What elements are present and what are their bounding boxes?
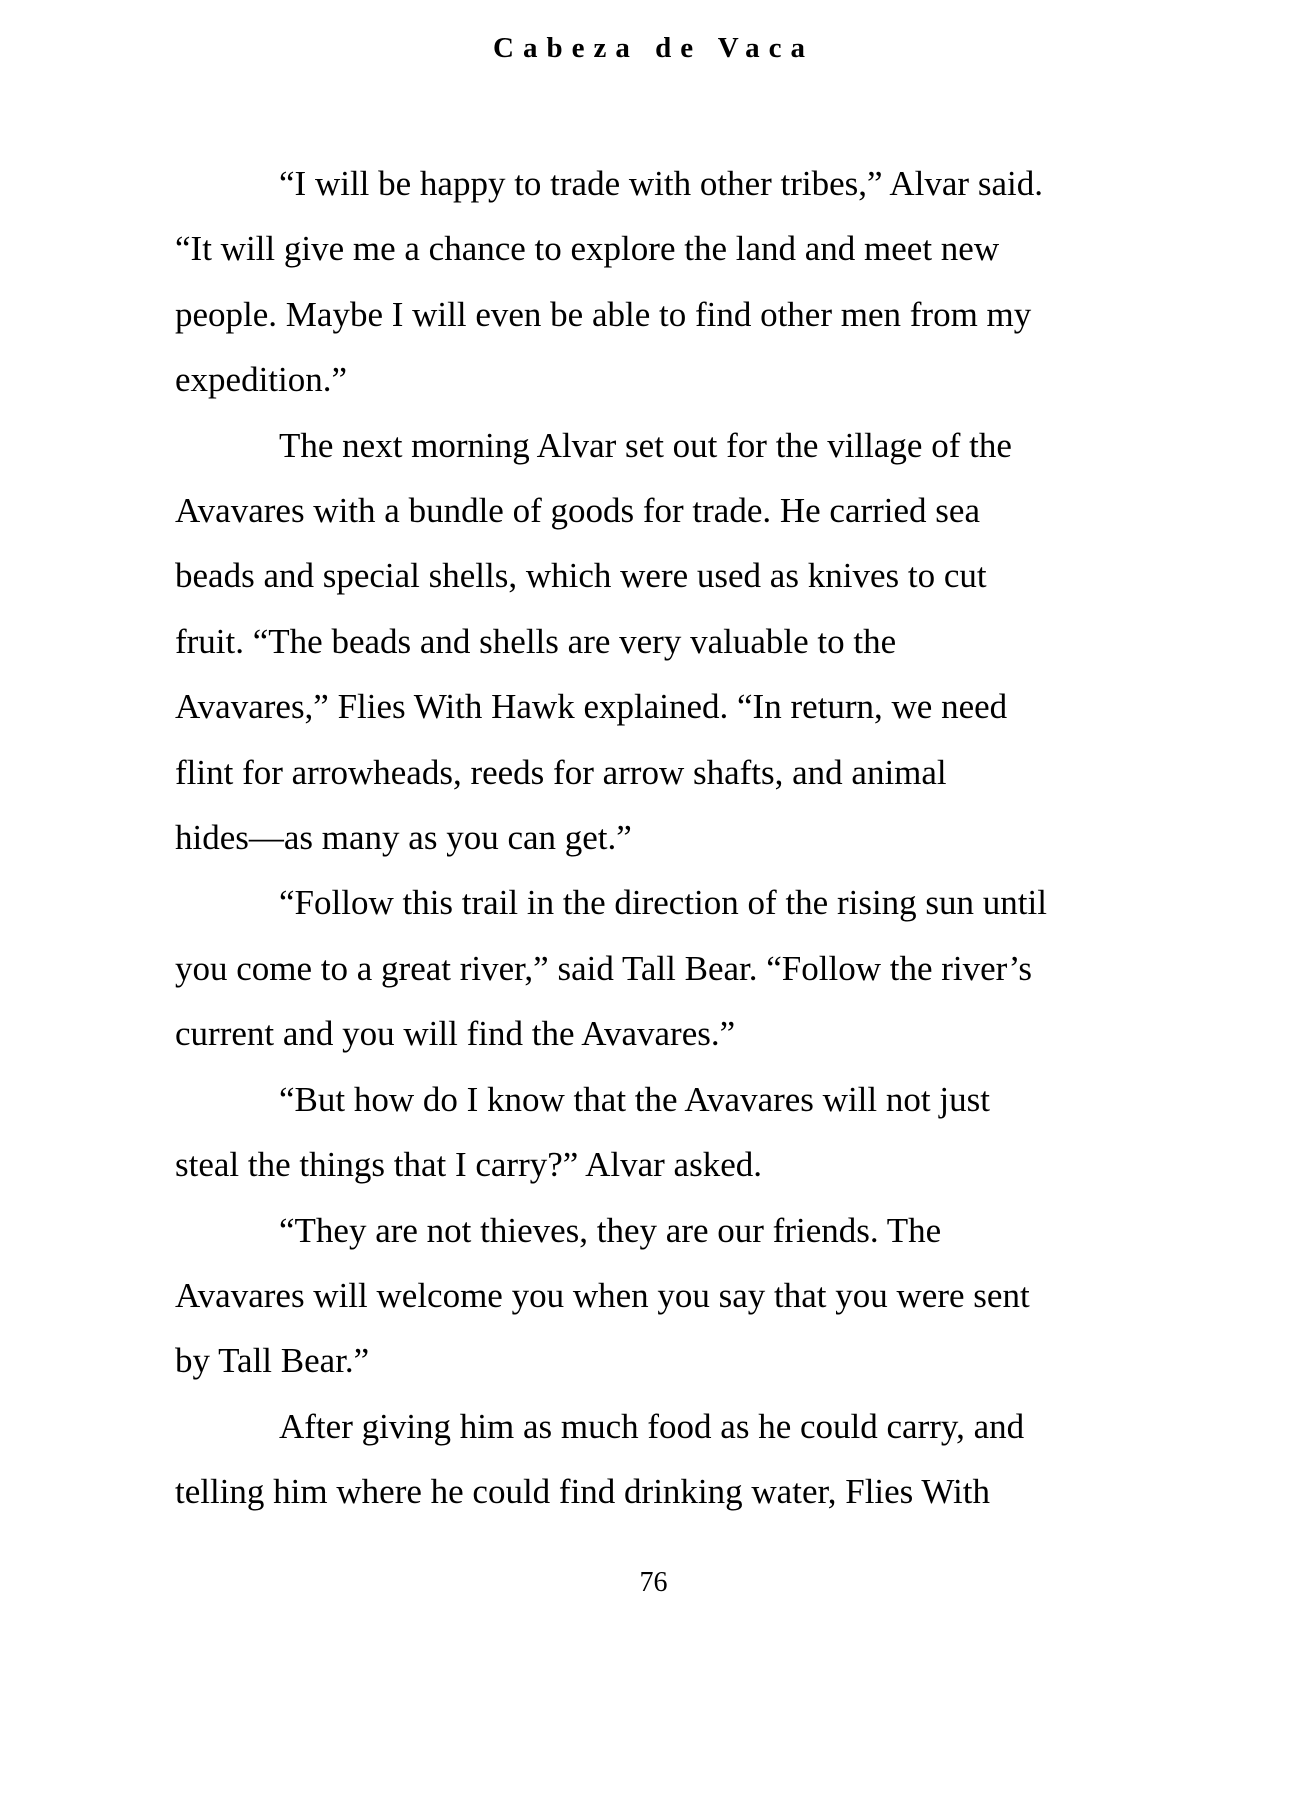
text-line: steal the things that I carry?” Alvar asked.: [175, 1145, 763, 1185]
text-line: Avavares with a bundle of goods for trade. He carried sea: [175, 491, 980, 531]
text-line: “They are not thieves, they are our friends. The: [279, 1210, 942, 1250]
text-line: you come to a great river,” said Tall Bear. “Follow the river’s: [175, 948, 1032, 988]
text-line: expedition.”: [175, 360, 348, 400]
text-line: by Tall Bear.”: [175, 1341, 370, 1381]
text-line: After giving him as much food as he could carry, and: [279, 1406, 1025, 1446]
text-line: The next morning Alvar set out for the village of the: [279, 425, 1012, 465]
text-line: hides—as many as you can get.”: [175, 818, 632, 858]
text-line: flint for arrowheads, reeds for arrow shafts, and animal: [175, 752, 947, 792]
text-line: “Follow this trail in the direction of the rising sun until: [279, 883, 1047, 923]
text-line: “I will be happy to trade with other tribes,” Alvar said.: [279, 164, 1043, 203]
text-line: Avavares will welcome you when you say that you were sent: [175, 1275, 1030, 1315]
text-line: telling him where he could find drinking water, Flies With: [175, 1472, 990, 1512]
text-line: “It will give me a chance to explore the land and meet new: [175, 229, 1000, 269]
text-line: “But how do I know that the Avavares will not just: [279, 1079, 990, 1119]
text-line: beads and special shells, which were used as knives to cut: [175, 556, 987, 596]
text-line: current and you will find the Avavares.”: [175, 1014, 736, 1054]
body-text: [175, 151, 1125, 1525]
text-line: people. Maybe I will even be able to find other men from my: [175, 294, 1032, 334]
page-number: 76: [639, 1567, 668, 1598]
text-line: fruit. “The beads and shells are very valuable to the: [175, 621, 897, 661]
running-header: Cabeza de Vaca: [493, 32, 814, 64]
text-line: Avavares,” Flies With Hawk explained. “In return, we need: [175, 687, 1008, 727]
